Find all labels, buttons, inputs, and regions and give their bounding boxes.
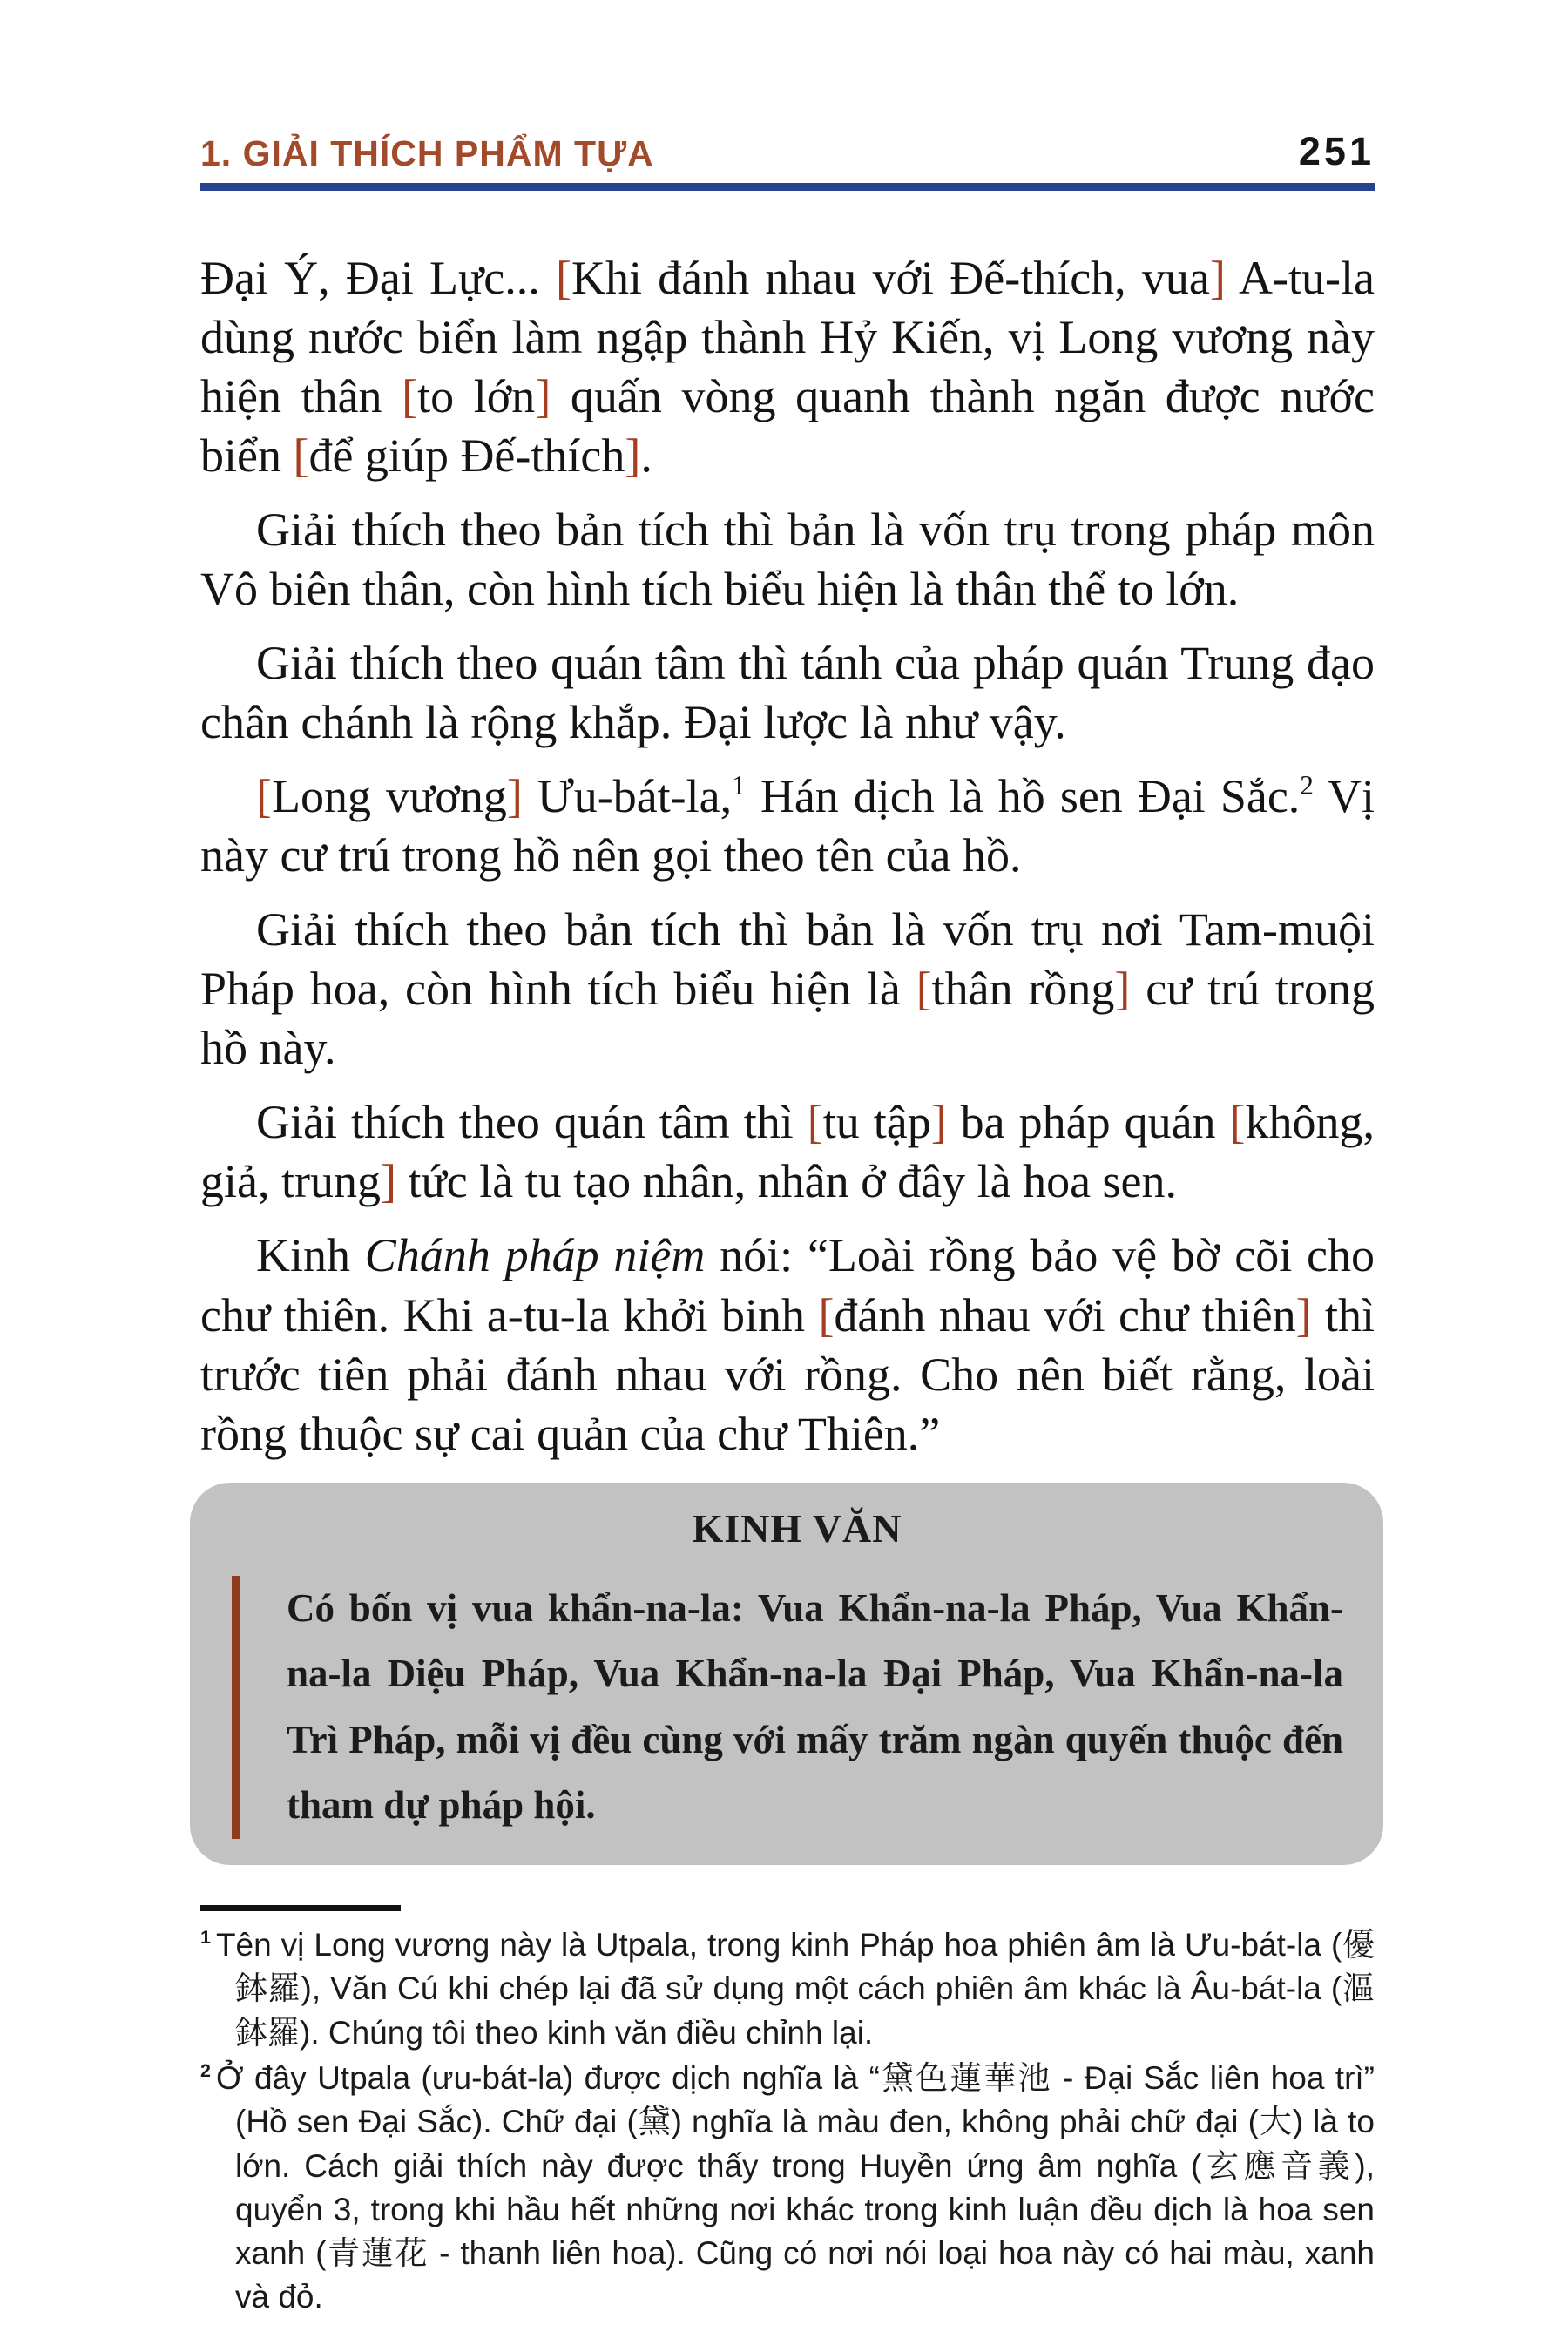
footnote-marker: 2 (200, 2059, 211, 2081)
bracket: ] (535, 370, 551, 423)
paragraph: Kinh Chánh pháp niệm nói: “Loài rồng bảo vệ bờ cõi cho chư thiên. Khi a-tu-la khởi binh [đánh nhau với chư thiên] thì trước tiên phải đánh nhau với rồng. Cho nên biết rằng, loài rồng thuộc sự cai quản của chư Thiên.” (200, 1229, 1375, 1460)
bracket: [ (916, 963, 932, 1016)
bracket: [ (807, 1096, 823, 1149)
bracket: [ (293, 429, 309, 483)
bracket: [ (402, 370, 418, 423)
bracket: ] (930, 1096, 947, 1149)
bracket: [ (555, 252, 571, 304)
bracket: ] (1114, 963, 1131, 1016)
footnote: $^2$ Ở đây Utpala (ưu-bát-la) được dịch nghĩa là “黛色蓮華池 - Đại Sắc liên hoa trì” (Hồ sen Đại Sắc). Chữ đại (黛) nghĩa là màu đen, không phải chữ đại (大) là to lớn. Cách giải thích này được thấy trong Huyền ứng âm nghĩa (玄應音義), quyển 3, trong khi hầu hết những nơi khác trong kinh luận đều dịch là hoa sen xanh (青蓮花 - thanh liên hoa). Cũng có nơi nói loại hoa này có hai màu, xanh và đỏ. (200, 2059, 1375, 2315)
running-head-title: 1. GIẢI THÍCH PHẨM TỰA (200, 133, 654, 173)
footnote: $^1$ Tên vị Long vương này là Utpala, trong kinh Pháp hoa phiên âm là Ưu-bát-la (優鉢羅), Văn Cú khi chép lại đã sử dụng một cách phiên âm khác là Âu-bát-la (漚鉢羅). Chúng tôi theo kinh văn điều chỉnh lại. (200, 1926, 1375, 2051)
paragraph: Đại Ý, Đại Lực... [Khi đánh nhau với Đế-thích, vua] A-tu-la dùng nước biển làm ngập thành Hỷ Kiến, vị Long vương này hiện thân [to lớn] quấn vòng quanh thành ngăn được nước biển [để giúp Đế-thích]. (200, 252, 1375, 483)
sutra-box-row (232, 1576, 1362, 1839)
bracket: ] (506, 770, 523, 823)
body-text (200, 248, 1375, 1463)
sutra-accent-bar (232, 1576, 240, 1839)
bracket: ] (1295, 1288, 1312, 1342)
paragraph: Giải thích theo quán tâm thì tánh của pháp quán Trung đạo chân chánh là rộng khắp. Đại lược là như vậy. (200, 637, 1375, 749)
sutra-text: Có bốn vị vua khẩn-na-la: Vua Khẩn-na-la Pháp, Vua Khẩn-na-la Diệu Pháp, Vua Khẩn-na-la Đại Pháp, Vua Khẩn-na-la Trì Pháp, mỗi vị đều cùng với mấy trăm ngàn quyến thuộc đến tham dự pháp hội. (287, 1585, 1343, 1828)
paragraph: Giải thích theo bản tích thì bản là vốn trụ trong pháp môn Vô biên thân, còn hình tích biểu hiện là thân thể to lớn. (200, 504, 1375, 616)
bracket: ] (625, 429, 641, 483)
bracket: [ (256, 770, 272, 823)
footnote-marker: 1 (200, 1926, 211, 1948)
bracket: ] (1209, 252, 1226, 304)
paragraph: [Long vương] Ưu-bát-la,$^1$ Hán dịch là hồ sen Đại Sắc.$^2$ Vị này cư trú trong hồ nên gọi theo tên của hồ. (200, 769, 1375, 882)
sutra-box (190, 1483, 1383, 1865)
footnotes (200, 1923, 1375, 2320)
bracket: ] (380, 1155, 396, 1208)
footnote-separator (200, 1905, 401, 1911)
bracket: [ (1229, 1096, 1246, 1149)
page-number: 251 (1298, 129, 1375, 173)
paragraph: Giải thích theo quán tâm thì [tu tập] ba pháp quán [không, giả, trung] tức là tu tạo nhân, nhân ở đây là hoa sen. (200, 1096, 1375, 1208)
running-head-row (200, 129, 1375, 174)
page-header (200, 129, 1375, 191)
sutra-box-title: KINH VĂN (692, 1505, 902, 1551)
bracket: [ (818, 1288, 835, 1342)
paragraph: Giải thích theo bản tích thì bản là vốn trụ nơi Tam-muội Pháp hoa, còn hình tích biểu hiện là [thân rồng] cư trú trong hồ này. (200, 903, 1375, 1075)
header-rule (200, 183, 1375, 191)
